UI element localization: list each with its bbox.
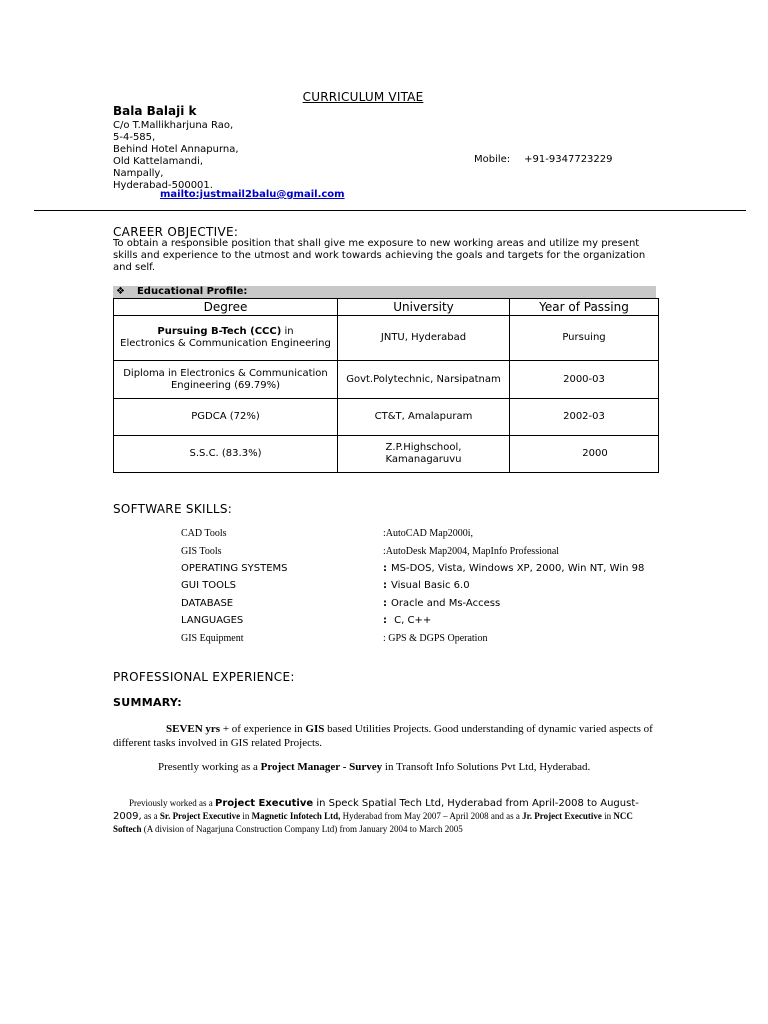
degree-cell <box>114 316 338 361</box>
summary-paragraph-2 <box>158 761 590 773</box>
table-row <box>114 436 659 473</box>
document-title: CURRICULUM VITAE <box>302 90 424 104</box>
company-magnetic-infotech: Magnetic Infotech Ltd, <box>251 811 341 821</box>
educational-profile-label: Educational Profile: <box>136 286 248 297</box>
degree-bold: Pursuing B-Tech (CCC) <box>157 326 282 337</box>
summary-paragraph-1 <box>113 722 658 750</box>
address-block <box>113 120 239 192</box>
skill-separator: : <box>383 563 387 574</box>
summary-text: Presently working as a <box>158 761 261 773</box>
skill-value: Oracle and Ms-Access <box>391 598 501 609</box>
prev-text: (A division of Nagarjuna Construction Company Ltd) from January 2004 to March 2005 <box>141 824 463 834</box>
prev-text: as a <box>141 811 160 821</box>
table-row <box>114 316 659 361</box>
career-objective-text: To obtain a responsible position that shall give me exposure to new working areas and utilize my present skills and experience to the utmost and work towards achieving the goals and targets for the organization and self. <box>113 238 646 273</box>
education-table <box>113 298 659 473</box>
skill-value: :AutoDesk Map2004, MapInfo Professional <box>383 546 560 557</box>
university-cell: CT&T, Amalapuram <box>338 399 510 436</box>
prev-text: in <box>601 811 614 821</box>
role-jr-project-executive: Jr. Project Executive <box>522 811 602 821</box>
skill-separator: : <box>383 580 387 591</box>
skill-value-wrap <box>383 615 431 626</box>
skill-row <box>181 580 661 594</box>
prev-text: Hyderabad from May 2007 – April 2008 <box>340 811 489 821</box>
year-cell: Pursuing <box>510 316 659 361</box>
column-header-degree: Degree <box>114 299 338 316</box>
skill-value-wrap <box>383 563 644 574</box>
table-row <box>114 361 659 399</box>
address-line: Hyderabad-500001. <box>113 180 213 191</box>
address-line: Old Kattelamandi, <box>113 156 204 167</box>
skill-row <box>181 615 661 629</box>
address-line: 5-4-585, <box>113 132 156 143</box>
header-divider <box>34 210 746 211</box>
skill-row <box>181 563 661 577</box>
prev-text: in <box>240 811 252 821</box>
prev-text: Previously worked as a <box>129 798 215 808</box>
degree-rest: Electronics & Communication Engineering <box>120 338 331 349</box>
address-line: Nampally, <box>113 168 164 179</box>
skill-label: CAD Tools <box>181 528 227 539</box>
candidate-name: Bala Balaji k <box>113 104 197 118</box>
gis-bold: GIS <box>305 723 325 735</box>
column-header-university: University <box>338 299 510 316</box>
software-skills-heading: SOFTWARE SKILLS: <box>113 502 233 516</box>
skill-separator: : <box>383 598 387 609</box>
skill-separator: : <box>383 615 387 626</box>
diamond-bullet-icon: ❖ <box>116 286 125 297</box>
summary-text: + of experience in <box>220 723 306 735</box>
skill-label: GIS Equipment <box>181 633 244 644</box>
skill-value-wrap <box>383 580 470 591</box>
summary-text: in Transoft Info Solutions Pvt Ltd, Hyderabad. <box>382 761 591 773</box>
skill-value: :AutoCAD Map2000i, <box>383 528 473 539</box>
degree-cell: Diploma in Electronics & Communication Engineering (69.79%) <box>114 361 338 399</box>
skill-row <box>181 546 661 560</box>
educational-profile-heading <box>113 286 656 298</box>
experience-years: SEVEN yrs <box>166 723 221 735</box>
skill-label: DATABASE <box>181 598 234 609</box>
mobile-label: Mobile: <box>474 154 511 165</box>
skill-label: LANGUAGES <box>181 615 244 626</box>
table-row <box>114 399 659 436</box>
column-header-year: Year of Passing <box>510 299 659 316</box>
mobile-contact <box>474 154 613 165</box>
role-sr-project-executive: Sr. Project Executive <box>159 811 241 821</box>
skill-label: GIS Tools <box>181 546 222 557</box>
professional-experience-heading: PROFESSIONAL EXPERIENCE: <box>113 670 295 684</box>
table-header-row <box>114 299 659 316</box>
summary-text: based Utilities Projects. Good understanding of dynamic varied aspects of different tasks involved in GIS related Projects. <box>113 723 653 749</box>
email-link[interactable]: mailto:justmail2balu@gmail.com <box>160 189 345 200</box>
skill-value: C, C++ <box>391 615 432 626</box>
prev-text: and as a <box>488 811 523 821</box>
previous-experience-paragraph <box>113 797 658 836</box>
year-cell: 2002-03 <box>510 399 659 436</box>
company-ncc-softech: NCC Softech <box>113 811 633 834</box>
year-cell: 2000-03 <box>510 361 659 399</box>
skill-row <box>181 633 661 647</box>
career-objective-heading: CAREER OBJECTIVE: <box>113 225 239 239</box>
skill-row <box>181 598 661 612</box>
role-project-executive: Project Executive <box>214 798 314 809</box>
address-line: C/o T.Mallikharjuna Rao, <box>113 120 234 131</box>
skill-value-wrap <box>383 598 500 609</box>
skill-label: GUI TOOLS <box>181 580 236 591</box>
address-line: Behind Hotel Annapurna, <box>113 144 239 155</box>
year-cell: 2000 <box>510 436 659 473</box>
university-cell: Govt.Polytechnic, Narsipatnam <box>338 361 510 399</box>
mobile-number: +91-9347723229 <box>524 154 613 165</box>
degree-suffix: in <box>281 326 294 337</box>
skill-value: : GPS & DGPS Operation <box>383 633 488 644</box>
current-role: Project Manager - Survey <box>260 761 383 773</box>
prev-text: in Speck Spatial Tech Ltd, Hyderabad from April-2008 to August-2009, <box>113 798 639 822</box>
skill-value: MS-DOS, Vista, Windows XP, 2000, Win NT, Win 98 <box>391 563 645 574</box>
skill-row <box>181 528 661 542</box>
skill-value: Visual Basic 6.0 <box>391 580 470 591</box>
university-cell: JNTU, Hyderabad <box>338 316 510 361</box>
skill-label: OPERATING SYSTEMS <box>181 563 288 574</box>
summary-heading: SUMMARY: <box>113 696 182 709</box>
degree-cell: S.S.C. (83.3%) <box>114 436 338 473</box>
university-cell: Z.P.Highschool, Kamanagaruvu <box>338 436 510 473</box>
degree-cell: PGDCA (72%) <box>114 399 338 436</box>
